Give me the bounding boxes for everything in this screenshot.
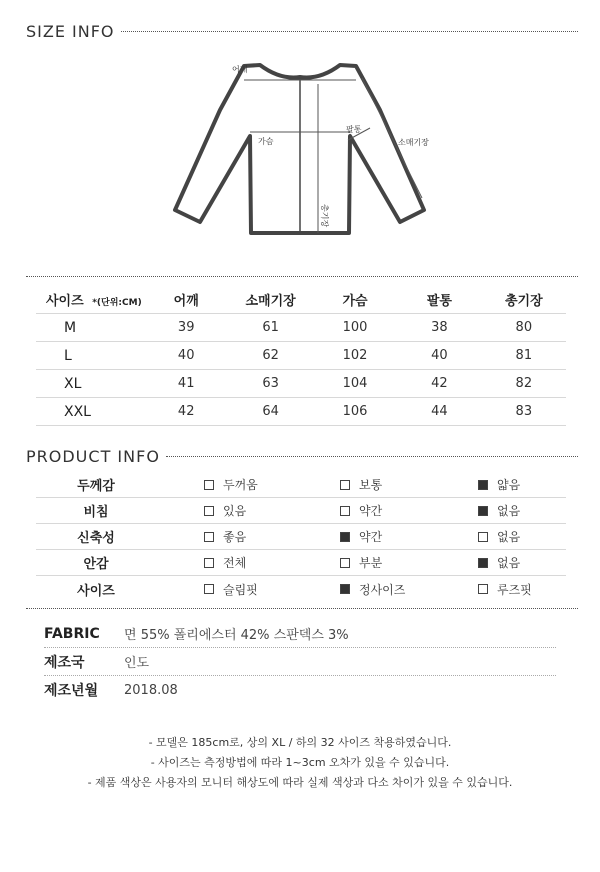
size-info-header (26, 22, 578, 41)
product-row (36, 524, 566, 550)
table-cell: 106 (342, 404, 368, 419)
detail-row (44, 620, 556, 648)
unit-label: *(단위:CM) (92, 298, 142, 308)
option-text: 좋음 (223, 530, 247, 544)
size-info-title: SIZE INFO (26, 22, 115, 41)
option-text: 약간 (359, 504, 383, 518)
product-option (340, 581, 405, 598)
product-option (478, 476, 520, 493)
checkbox-checked-icon (478, 480, 488, 490)
product-option (340, 476, 382, 493)
detail-row (44, 648, 556, 676)
option-text: 루즈핏 (497, 582, 532, 597)
product-option (204, 528, 246, 545)
table-cell: 83 (515, 404, 533, 419)
size-header-label: 사이즈 (46, 294, 84, 309)
product-info-header (26, 447, 578, 466)
checkbox-icon (204, 506, 214, 516)
option-text: 약간 (359, 530, 383, 544)
table-cell: 100 (342, 320, 368, 335)
option-text: 부분 (359, 556, 383, 570)
detail-value: 면 55% 폴리에스터 42% 스판덱스 3% (124, 628, 349, 643)
table-cell: 104 (342, 376, 368, 391)
product-row (36, 472, 566, 498)
option-text: 정사이즈 (359, 582, 406, 597)
table-row (36, 398, 566, 426)
checkbox-icon (204, 532, 214, 542)
checkbox-checked-icon (478, 506, 488, 516)
column-header: 팔통 (426, 294, 452, 309)
size-name: XXL (64, 403, 91, 420)
product-option (340, 502, 382, 519)
total-length-label: 총기장 (320, 204, 329, 228)
option-text: 없음 (497, 530, 521, 544)
note-line: - 모델은 185cm로, 상의 XL / 하의 32 사이즈 착용하였습니다. (148, 736, 452, 749)
checkbox-checked-icon (340, 532, 350, 542)
detail-key: 제조국 (44, 654, 85, 671)
note-line: - 사이즈는 측정방법에 따라 1~3cm 오차가 있을 수 있습니다. (150, 756, 450, 769)
option-text: 없음 (497, 556, 521, 570)
table-cell: 42 (177, 404, 195, 419)
option-text: 두꺼움 (223, 478, 258, 492)
product-option (204, 554, 246, 571)
table-cell: 102 (342, 348, 368, 363)
table-cell: 81 (515, 348, 533, 363)
product-row-label: 신축성 (77, 531, 115, 546)
detail-row (44, 676, 556, 704)
product-row (36, 576, 566, 602)
table-row (36, 342, 566, 370)
jacket-diagram (160, 52, 450, 242)
size-table-header (36, 286, 566, 314)
product-option (340, 554, 382, 571)
checkbox-icon (340, 480, 350, 490)
product-row-label: 두께감 (77, 479, 115, 494)
product-row-label: 비침 (83, 505, 109, 520)
detail-key: FABRIC (44, 625, 100, 642)
table-row (36, 314, 566, 342)
table-cell: 39 (177, 320, 195, 335)
product-option (204, 476, 258, 493)
detail-key: 제조년월 (44, 683, 99, 699)
product-row-label: 사이즈 (77, 583, 115, 599)
notes (0, 733, 600, 793)
product-option (478, 554, 520, 571)
checkbox-icon (340, 506, 350, 516)
column-header: 가슴 (342, 294, 368, 309)
checkbox-checked-icon (340, 584, 350, 594)
table-cell: 40 (431, 348, 448, 363)
product-row (36, 498, 566, 524)
product-info-title: PRODUCT INFO (26, 447, 160, 466)
detail-value: 인도 (124, 656, 150, 671)
table-row (36, 370, 566, 398)
note-line: - 제품 색상은 사용자의 모니터 해상도에 따라 실제 색상과 다소 차이가 있을 수 있습니다. (87, 776, 513, 789)
header-dotted-line (166, 456, 578, 457)
checkbox-icon (478, 532, 488, 542)
product-option (478, 528, 520, 545)
size-table (36, 286, 566, 426)
option-text: 슬림핏 (223, 582, 258, 597)
product-option (478, 502, 520, 519)
table-cell: 61 (262, 320, 279, 335)
option-text: 얇음 (497, 478, 521, 492)
shoulder-label: 어깨 (232, 65, 248, 74)
divider (26, 608, 578, 609)
table-cell: 82 (515, 376, 533, 391)
checkbox-icon (204, 584, 214, 594)
table-cell: 42 (431, 376, 448, 391)
checkbox-icon (478, 584, 488, 594)
option-text: 없음 (497, 504, 521, 518)
size-name: M (64, 319, 77, 336)
table-cell: 64 (262, 404, 279, 419)
product-row-label: 안감 (83, 557, 109, 572)
sleeve-length-label: 소매기장 (398, 138, 429, 147)
header-dotted-line (121, 31, 578, 32)
table-cell: 38 (431, 320, 448, 335)
product-table (36, 472, 566, 602)
checkbox-icon (340, 558, 350, 568)
checkbox-icon (204, 480, 214, 490)
detail-value: 2018.08 (124, 682, 178, 698)
product-option (204, 502, 246, 519)
checkbox-icon (204, 558, 214, 568)
arm-width-label: 팔통 (346, 125, 362, 134)
product-row (36, 550, 566, 576)
table-cell: 62 (262, 348, 279, 363)
table-cell: 41 (177, 376, 195, 391)
option-text: 있음 (223, 504, 247, 518)
table-cell: 44 (431, 404, 448, 419)
product-option (340, 528, 382, 545)
column-header: 소매기장 (245, 294, 296, 309)
table-cell: 40 (177, 348, 195, 363)
column-header: 어깨 (173, 294, 199, 309)
option-text: 전체 (223, 556, 247, 570)
option-text: 보통 (359, 478, 383, 492)
table-cell: 63 (262, 376, 279, 391)
column-header: 총기장 (504, 294, 543, 309)
chest-label: 가슴 (258, 137, 274, 146)
size-name: L (64, 347, 72, 364)
size-name: XL (64, 375, 82, 392)
checkbox-checked-icon (478, 558, 488, 568)
product-option (204, 581, 258, 598)
product-details (44, 620, 556, 704)
product-option (478, 581, 532, 598)
table-cell: 80 (515, 320, 533, 335)
divider (26, 276, 578, 277)
